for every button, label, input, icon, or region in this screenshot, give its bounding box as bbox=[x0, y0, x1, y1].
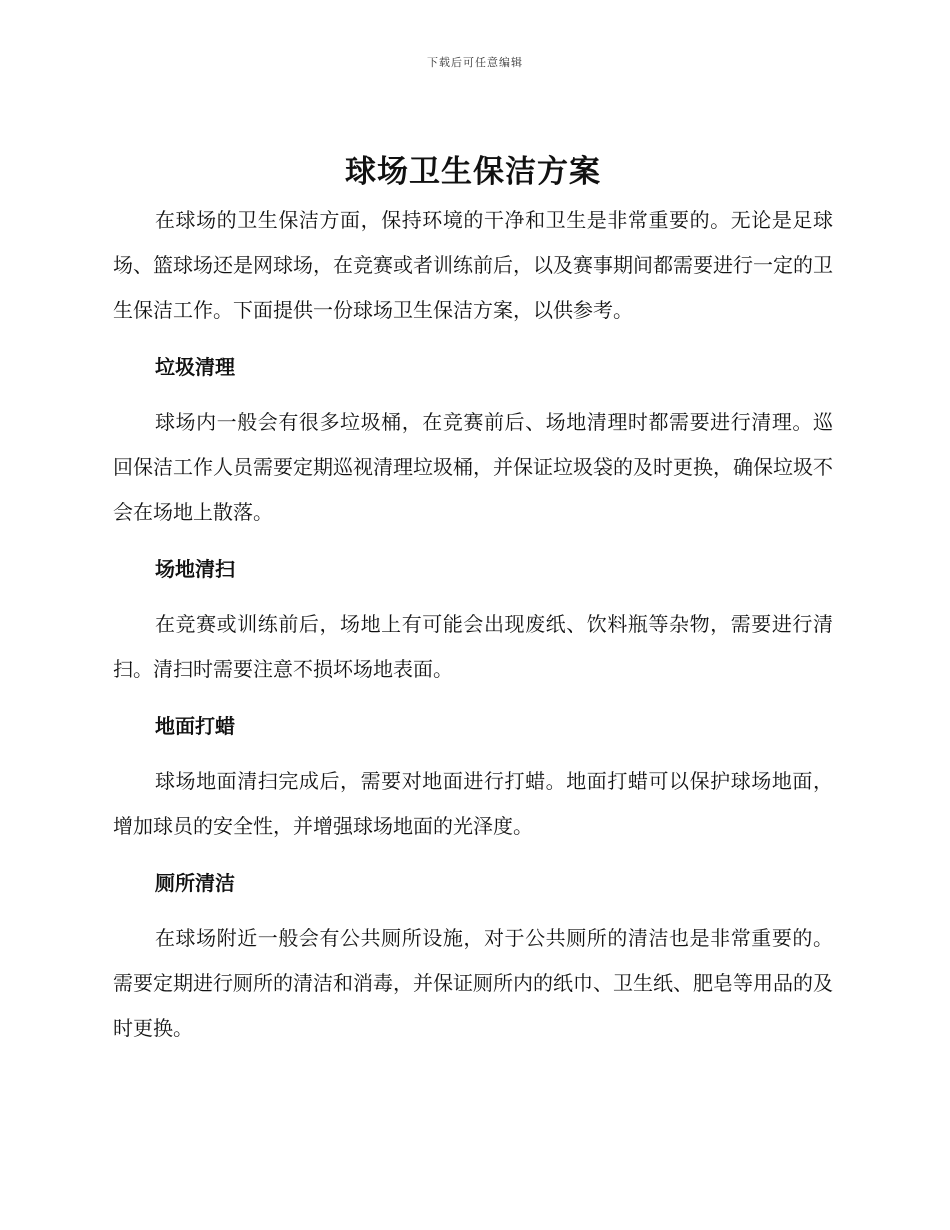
section-heading-sweeping: 场地清扫 bbox=[155, 557, 235, 581]
document-title: 球场卫生保洁方案 bbox=[345, 154, 601, 190]
section-heading-waxing: 地面打蜡 bbox=[155, 714, 235, 738]
intro-paragraph: 在球场的卫生保洁方面，保持环境的干净和卫生是非常重要的。无论是足球场、篮球场还是网球场，在竞赛或者训练前后，以及赛事期间都需要进行一定的卫生保洁工作。下面提供一份球场卫生保洁方案，以供参考。 bbox=[113, 208, 833, 322]
section-body-garbage: 球场内一般会有很多垃圾桶，在竞赛前后、场地清理时都需要进行清理。巡回保洁工作人员需要定期巡视清理垃圾桶，并保证垃圾袋的及时更换，确保垃圾不会在场地上散落。 bbox=[113, 410, 833, 524]
section-body-sweeping: 在竞赛或训练前后，场地上有可能会出现废纸、饮料瓶等杂物，需要进行清扫。清扫时需要注意不损坏场地表面。 bbox=[113, 612, 833, 681]
document-body bbox=[113, 150, 833, 1051]
page-header-note: 下载后可任意编辑 bbox=[427, 56, 523, 69]
section-heading-toilet: 厕所清洁 bbox=[155, 871, 235, 895]
section-body-waxing: 球场地面清扫完成后，需要对地面进行打蜡。地面打蜡可以保护球场地面，增加球员的安全性，并增强球场地面的光泽度。 bbox=[113, 769, 833, 838]
section-body-toilet: 在球场附近一般会有公共厕所设施，对于公共厕所的清洁也是非常重要的。需要定期进行厕所的清洁和消毒，并保证厕所内的纸巾、卫生纸、肥皂等用品的及时更换。 bbox=[113, 926, 833, 1040]
section-heading-garbage: 垃圾清理 bbox=[155, 355, 235, 379]
